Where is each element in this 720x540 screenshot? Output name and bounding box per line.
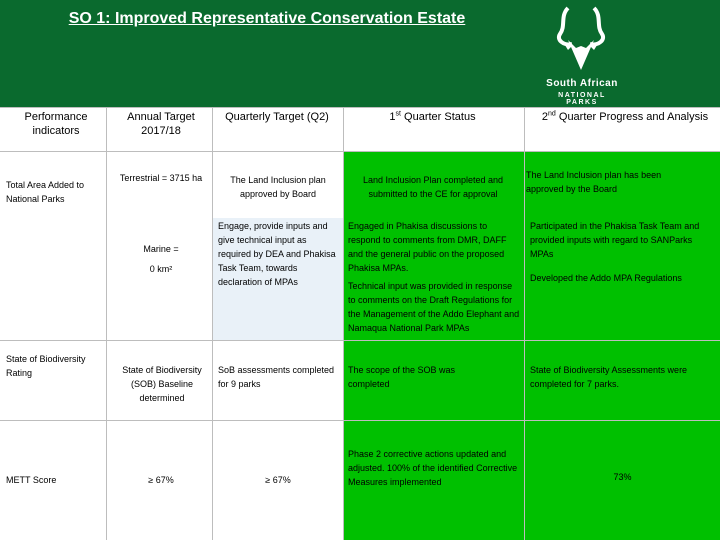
r3-quarterly: ≥ 67% (265, 475, 291, 485)
grid-vline (212, 107, 213, 540)
r2-quarterly: SoB assessments completed for 9 parks (218, 365, 335, 389)
header-q1-sup: st (395, 110, 401, 118)
header-q2-sup: nd (548, 110, 556, 118)
header-quarterly-target: Quarterly Target (Q2) (225, 111, 329, 123)
grid-hline (0, 151, 720, 152)
r3-q1: Phase 2 corrective actions updated and adjusted. 100% of the identified Corrective Measures implemented (348, 449, 518, 487)
r1-q2-phakisa: Participated in the Phakisa Task Team and provided inputs with regard to SANParks MPAs (530, 221, 700, 259)
header-q2-num: 2 (541, 111, 549, 123)
kudu-icon (546, 4, 616, 76)
grid-vline (343, 107, 344, 540)
header-q1-num: 1 (389, 111, 396, 123)
r1-q1-technical: Technical input was provided in response to comments on the Draft Regulations for the Management of the Addo Elephant and Namaqua National Park MPAs (348, 281, 520, 333)
grid-vline (524, 107, 525, 540)
r2-annual: State of Biodiversity (SOB) Baseline determined (122, 365, 202, 403)
header-q1-rest: Quarter Status (400, 111, 476, 123)
header-q1-status (350, 110, 515, 124)
r2-indicator: State of Biodiversity Rating (6, 354, 86, 378)
logo-text-line2: NATIONAL PARKS (558, 92, 606, 106)
r1-quarterly-mpa: Engage, provide inputs and give technical input as required by DEA and Phakisa Task Team, towards declaration of MPAs (218, 221, 336, 287)
header-indicators: Performance indicators (24, 111, 88, 137)
header-q2-progress (535, 110, 715, 124)
header-q2-rest: Quarter Progress and Analysis (555, 111, 709, 123)
r2-q1: The scope of the SOB was completed (348, 365, 456, 389)
r1-annual-marine-label: Marine = (143, 244, 179, 254)
r3-indicator: METT Score (6, 475, 57, 485)
grid-vline (106, 107, 107, 540)
header-annual-target: Annual Target 2017/18 (127, 111, 195, 137)
grid-hline (0, 420, 720, 421)
r1-q2-addo: Developed the Addo MPA Regulations (530, 273, 682, 283)
sanparks-logo (534, 0, 720, 107)
r1-indicator: Total Area Added to National Parks (6, 180, 85, 204)
page-title: SO 1: Improved Representative Conservation Estate (68, 10, 466, 27)
grid-hline (0, 340, 720, 341)
r1-quarterly-land: The Land Inclusion plan approved by Board (230, 175, 326, 199)
r1-annual-marine-value: 0 km² (149, 264, 173, 274)
r1-q1-phakisa: Engaged in Phakisa discussions to respond to comments from DMR, DAFF and the general public on the proposed Phakisa MPAs. (348, 221, 507, 273)
r1-q2-land: The Land Inclusion plan has been approved by the Board (526, 170, 662, 194)
r3-annual: ≥ 67% (148, 475, 174, 485)
logo-text-line1: South African (546, 78, 618, 89)
r1-annual-terrestrial: Terrestrial = 3715 ha (119, 173, 203, 183)
r3-q2: 73% (613, 472, 632, 482)
r1-q1-land: Land Inclusion Plan completed and submitted to the CE for approval (362, 175, 504, 199)
grid-hline (0, 107, 720, 108)
r2-q2: State of Biodiversity Assessments were completed for 7 parks. (530, 365, 688, 389)
